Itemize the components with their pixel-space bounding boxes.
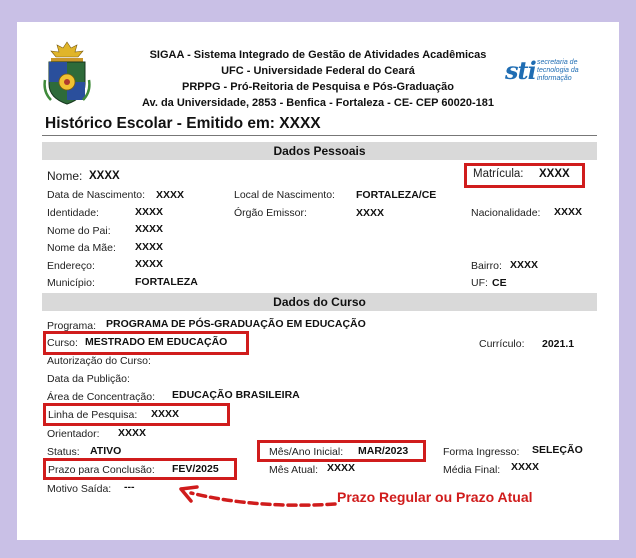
nascimento-label: Data de Nascimento: xyxy=(47,189,146,201)
identidade-label: Identidade: xyxy=(47,207,99,219)
area-concentracao-label: Área de Concentração: xyxy=(47,391,155,403)
orgao-emissor-value: XXXX xyxy=(356,207,385,219)
identidade-value: XXXX xyxy=(135,206,164,218)
header-pro-reitoria: PRPPG - Pró-Reitoria de Pesquisa e Pós-Graduação xyxy=(181,81,455,93)
nome-mae-value: XXXX xyxy=(135,241,164,253)
nome-value: XXXX xyxy=(89,170,120,182)
section-dados-pessoais: Dados Pessoais xyxy=(42,142,597,160)
header-university: UFC - Universidade Federal do Ceará xyxy=(221,65,415,77)
title-divider xyxy=(42,135,597,136)
uf-label: UF: xyxy=(471,277,488,289)
mes-atual-label: Mês Atual: xyxy=(269,464,319,476)
media-final-value: XXXX xyxy=(511,461,540,473)
orgao-emissor-label: Órgão Emissor: xyxy=(234,207,307,219)
document-page xyxy=(17,22,619,540)
matricula-value: XXXX xyxy=(539,168,570,180)
bairro-value: XXXX xyxy=(510,259,539,271)
prazo-conclusao-value: FEV/2025 xyxy=(172,463,219,475)
nome-pai-value: XXXX xyxy=(135,223,164,235)
media-final-label: Média Final: xyxy=(443,464,501,476)
motivo-saida-value: --- xyxy=(124,481,135,493)
sti-caption-line: tecnologia da xyxy=(537,67,579,74)
orientador-value: XXXX xyxy=(118,427,147,439)
annotation-arrow-icon xyxy=(167,477,337,517)
status-value: ATIVO xyxy=(90,445,122,457)
nome-label: Nome: xyxy=(47,169,83,183)
municipio-label: Município: xyxy=(47,277,95,289)
endereco-label: Endereço: xyxy=(47,260,95,272)
page-title-label: Histórico Escolar - Emitido em: xyxy=(45,115,275,132)
sti-logo xyxy=(505,56,536,85)
mes-ano-inicial-label: Mês/Ano Inicial: xyxy=(269,446,344,458)
page-title xyxy=(45,115,321,133)
page-title-date: XXXX xyxy=(279,115,321,132)
forma-ingresso-value: SELEÇÃO xyxy=(532,444,583,456)
status-label: Status: xyxy=(47,446,80,458)
curriculo-label: Currículo: xyxy=(479,338,525,350)
programa-label: Programa: xyxy=(47,320,97,332)
curso-label: Curso: xyxy=(47,337,78,349)
header-system-name: SIGAA - Sistema Integrado de Gestão de Atividades Acadêmicas xyxy=(149,49,487,61)
section-dados-curso: Dados do Curso xyxy=(42,293,597,311)
area-concentracao-value: EDUCAÇÃO BRASILEIRA xyxy=(172,389,300,401)
endereco-value: XXXX xyxy=(135,258,164,270)
nacionalidade-value: XXXX xyxy=(554,206,583,218)
linha-pesquisa-value: XXXX xyxy=(151,408,180,420)
bairro-label: Bairro: xyxy=(471,260,502,272)
curso-value: MESTRADO EM EDUCAÇÃO xyxy=(85,336,228,348)
motivo-saida-label: Motivo Saída: xyxy=(47,483,112,495)
orientador-label: Orientador: xyxy=(47,428,100,440)
publicacao-label: Data da Publição: xyxy=(47,373,130,385)
nome-pai-label: Nome do Pai: xyxy=(47,225,111,237)
prazo-conclusao-label: Prazo para Conclusão: xyxy=(48,464,155,476)
local-nascimento-value: FORTALEZA/CE xyxy=(356,189,437,201)
annotation-text: Prazo Regular ou Prazo Atual xyxy=(337,489,533,505)
local-nascimento-label: Local de Nascimento: xyxy=(234,189,335,201)
nacionalidade-label: Nacionalidade: xyxy=(471,207,541,219)
linha-pesquisa-label: Linha de Pesquisa: xyxy=(48,409,138,421)
sti-caption-line: secretaria de xyxy=(537,59,578,66)
sti-mark: sti xyxy=(505,56,536,85)
mes-ano-inicial-value: MAR/2023 xyxy=(358,445,409,457)
municipio-value: FORTALEZA xyxy=(135,276,198,288)
header-address: Av. da Universidade, 2853 - Benfica - Fortaleza - CE- CEP 60020-181 xyxy=(142,97,494,109)
programa-value: PROGRAMA DE PÓS-GRADUAÇÃO EM EDUCAÇÃO xyxy=(106,318,366,330)
nome-mae-label: Nome da Mãe: xyxy=(47,242,116,254)
sti-caption-line: informação xyxy=(537,75,572,82)
nascimento-value: XXXX xyxy=(156,189,185,201)
uf-value: CE xyxy=(492,277,507,289)
sti-caption xyxy=(537,59,579,83)
matricula-label: Matrícula: xyxy=(473,168,524,180)
curriculo-value: 2021.1 xyxy=(542,338,575,350)
autorizacao-label: Autorização do Curso: xyxy=(47,355,151,367)
mes-atual-value: XXXX xyxy=(327,462,356,474)
forma-ingresso-label: Forma Ingresso: xyxy=(443,446,520,458)
